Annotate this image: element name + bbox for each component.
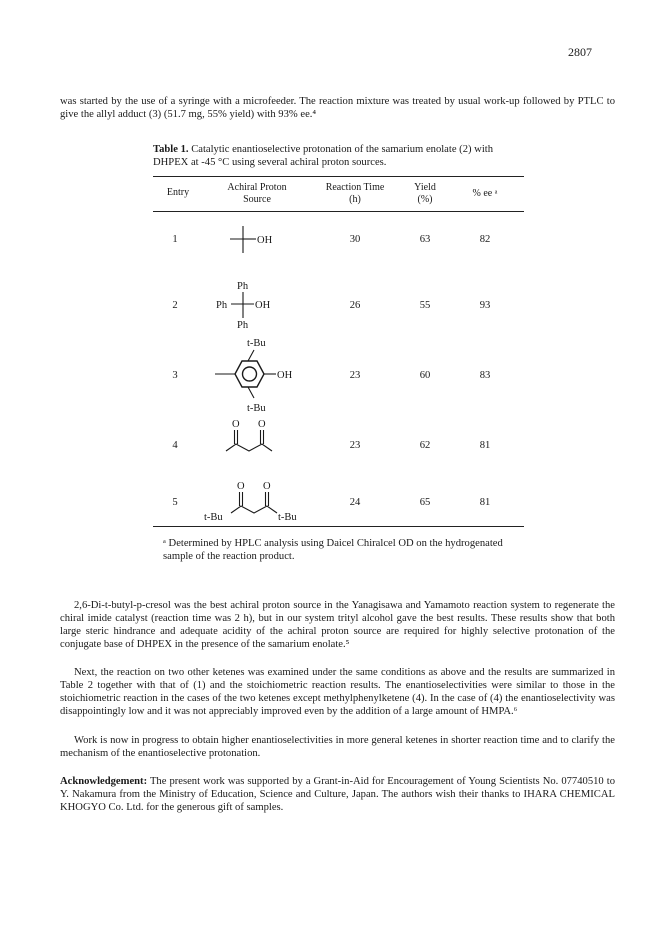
ph-left-label: Ph <box>216 300 228 311</box>
row2-time: 26 <box>349 300 361 311</box>
paragraph-1: 2,6-Di-t-butyl-p-cresol was the best achiral proton source in the Yanagisawa and Yamamoto reaction system to regenerate the chiral imide catalyst (reaction time was 2 h), but in our system trityl alcohol gave the best results. These results show that both large steric hindrance and adequate acidity of the achiral proton source are required for highly selective protonation of the conjugate base of DHPEX in the presence of the samarium enolate.⁵ <box>60 600 615 650</box>
ph-bottom-label: Ph <box>237 320 249 331</box>
o-right-label: O <box>258 419 266 430</box>
oh-label: OH <box>255 300 271 311</box>
row4-time: 23 <box>349 440 361 451</box>
row3-yield: 60 <box>419 370 431 381</box>
header-source <box>212 182 302 206</box>
row3-ee: 83 <box>479 370 491 381</box>
acknowledgement <box>60 775 615 814</box>
row2-ee: 93 <box>479 300 491 311</box>
row2-entry: 2 <box>172 300 178 311</box>
header-yield <box>400 182 450 206</box>
row1-yield: 63 <box>419 234 431 245</box>
table-top-rule <box>153 176 524 177</box>
row2-yield: 55 <box>419 300 431 311</box>
o-left-label: O <box>232 419 240 430</box>
row1-time: 30 <box>349 234 361 245</box>
row5-entry: 5 <box>172 497 178 508</box>
page-number: 2807 <box>568 45 592 59</box>
header-entry: Entry <box>166 187 190 198</box>
row4-ee: 81 <box>479 440 491 451</box>
structure-di-t-butyl-cresol <box>212 336 312 421</box>
header-yield-line1: Yield <box>414 182 436 193</box>
ph-top-label: Ph <box>237 281 249 292</box>
intro-paragraph: was started by the use of a syringe with a microfeeder. The reaction mixture was treated by usual work-up followed by PTLC to give the allyl adduct (3) (51.7 mg, 55% yield) with 93% ee.⁴ <box>60 96 615 120</box>
header-source-line1: Achiral Proton <box>227 182 287 193</box>
row5-ee: 81 <box>479 497 491 508</box>
oh-label: OH <box>257 235 273 246</box>
row3-entry: 3 <box>172 370 178 381</box>
row4-entry: 4 <box>172 440 178 451</box>
row1-ee: 82 <box>479 234 491 245</box>
tbu-right-label: t-Bu <box>278 512 297 523</box>
oh-label: OH <box>277 370 293 381</box>
row5-yield: 65 <box>419 497 431 508</box>
table-header-rule <box>153 211 524 212</box>
tbu-bottom-label: t-Bu <box>247 403 266 414</box>
structure-acetylacetone <box>226 418 286 463</box>
acknowledgement-text: The present work was supported by a Grant-in-Aid for Encouragement of Young Scientists No. 07740510 to Y. Nakamura from the Ministry of Education, Science and Culture, Japan. The authors wish their thanks to IHARA CHEMICAL KHOGYO Co. Ltd. for the generous gift of samples. <box>60 776 615 813</box>
structure-trityl-alcohol <box>216 278 296 343</box>
header-time-line2: (h) <box>349 194 361 205</box>
header-time-line1: Reaction Time <box>325 182 385 193</box>
table-label: Table 1. <box>153 144 189 155</box>
structure-dipivaloylmethane <box>204 480 314 527</box>
header-yield-line2: (%) <box>417 194 433 205</box>
paragraph-2: Next, the reaction on two other ketenes was examined under the same conditions as above and the results are summarized in Table 2 together with that of (1) and the stoichiometric reaction results. The enantioselectivities were similar to those in the stoichiometric reaction in the cases of the two ketenes except methylphenylketene (4). In the case of (4) the enantioselectivity was disappointingly low and it was not appreciably improved even by the addition of a large amount of HMPA.⁶ <box>60 667 615 717</box>
acknowledgement-heading: Acknowledgement: <box>60 776 148 787</box>
row1-entry: 1 <box>172 234 178 245</box>
o-left-label: O <box>237 481 245 492</box>
o-right-label: O <box>263 481 271 492</box>
header-source-line2: Source <box>243 194 271 205</box>
table-caption-text: Catalytic enantioselective protonation of the samarium enolate (2) with DHPEX at -45 °C using several achiral proton sources. <box>153 144 494 168</box>
table-footnote: ᵃ Determined by HPLC analysis using Daicel Chiralcel OD on the hydrogenated sample of the reaction product. <box>163 538 503 562</box>
header-time <box>315 182 395 206</box>
header-ee: % ee ᵃ <box>472 188 498 199</box>
table-caption <box>153 143 523 169</box>
row5-time: 24 <box>349 497 361 508</box>
row3-time: 23 <box>349 370 361 381</box>
structure-tert-butanol <box>228 222 288 263</box>
paragraph-3: Work is now in progress to obtain higher enantioselectivities in more general ketenes in shorter reaction time and to clarify the mechanism of the enantioselective protonation. <box>60 735 615 759</box>
row4-yield: 62 <box>419 440 431 451</box>
tbu-top-label: t-Bu <box>247 338 266 349</box>
tbu-left-label: t-Bu <box>204 512 223 523</box>
